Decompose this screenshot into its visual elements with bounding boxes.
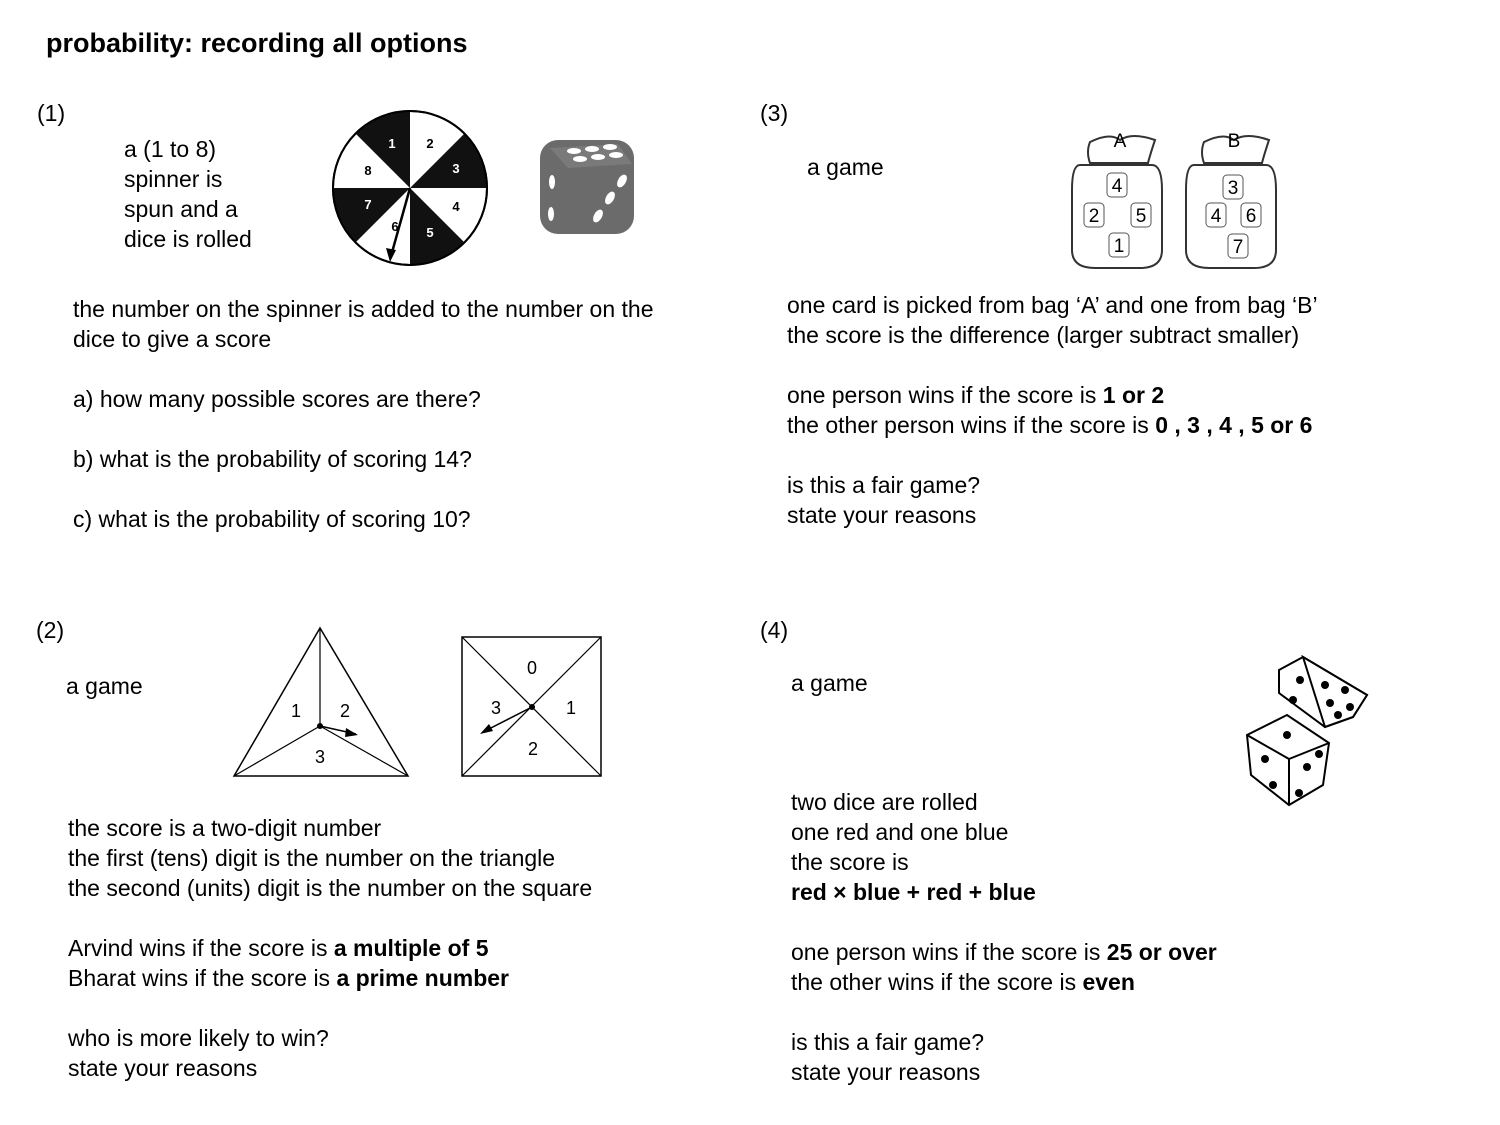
q1-body (73, 294, 654, 354)
dice-icon (538, 138, 636, 236)
triangle-label: 2 (339, 701, 351, 721)
q4-body (791, 787, 1036, 907)
q4-body-line: the score is (791, 849, 909, 875)
q4-body-line: two dice are rolled (791, 789, 978, 815)
q1-part-b: b) what is the probability of scoring 14? (73, 446, 472, 472)
q4-question (791, 1027, 984, 1087)
square-label: 1 (565, 698, 577, 718)
q4-win-rule-1: one person wins if the score is 25 or over (791, 939, 1217, 965)
arvind-rule: Arvind wins if the score is a multiple of 5 (68, 935, 489, 961)
spinner-label: 5 (426, 225, 434, 240)
bag-b-label: B (1227, 131, 1241, 152)
q1-intro-line: dice is rolled (124, 226, 252, 252)
bag-b-card: 4 (1210, 206, 1222, 227)
q1-body-line: the number on the spinner is added to the number on the (73, 296, 654, 322)
q4-rules (791, 937, 1217, 997)
q2-body-line: the first (tens) digit is the number on the triangle (68, 845, 556, 871)
q3-question-line: is this a fair game? (787, 472, 981, 498)
q3-win-rule-1: one person wins if the score is 1 or 2 (787, 382, 1165, 408)
q1-body-line: dice to give a score (73, 326, 272, 352)
q3-question (787, 470, 980, 530)
q2-question (68, 1023, 329, 1083)
q2-rules (68, 933, 509, 993)
bag-a-card: 2 (1088, 206, 1100, 227)
two-dice-icon (1245, 655, 1370, 810)
q3-body-line: the score is the difference (larger subtract smaller) (787, 322, 1300, 348)
page-title: probability: recording all options (46, 28, 468, 58)
q1-intro-line: spun and a (124, 196, 238, 222)
q3-question-line: state your reasons (787, 502, 977, 528)
q1-intro-line: a (1 to 8) (124, 136, 217, 162)
bag-b-card: 6 (1245, 206, 1257, 227)
q3-intro: a game (807, 154, 884, 180)
q2-question-line: who is more likely to win? (68, 1025, 329, 1051)
q1-part-a: a) how many possible scores are there? (73, 386, 481, 412)
q3-number: (3) (760, 100, 789, 126)
q3-body (787, 290, 1318, 350)
spinner (330, 110, 490, 270)
triangle-label: 3 (314, 747, 326, 767)
q2-body (68, 813, 592, 903)
square-label: 2 (527, 739, 539, 759)
triangle-label: 1 (290, 701, 302, 721)
spinner-label: 6 (391, 219, 399, 234)
bag-b-card: 7 (1232, 237, 1244, 258)
q4-question-line: is this a fair game? (791, 1029, 985, 1055)
q1-intro (124, 134, 252, 254)
q3-body-line: one card is picked from bag ‘A’ and one from bag ‘B’ (787, 292, 1318, 318)
spinner-label: 8 (364, 163, 372, 178)
q2-body-line: the second (units) digit is the number on the square (68, 875, 593, 901)
square-label: 3 (490, 698, 502, 718)
q1-intro-line: spinner is (124, 166, 223, 192)
bharat-rule: Bharat wins if the score is a prime number (68, 965, 509, 991)
bag-a-card: 4 (1111, 176, 1123, 197)
bags (1070, 130, 1290, 275)
square-label: 0 (526, 658, 538, 678)
spinner-label: 3 (452, 161, 460, 176)
q2-number: (2) (36, 617, 65, 643)
q4-win-rule-2: the other wins if the score is even (791, 969, 1135, 995)
q4-question-line: state your reasons (791, 1059, 981, 1085)
q4-formula: red × blue + red + blue (791, 879, 1036, 905)
bag-b-card: 3 (1227, 178, 1239, 199)
q1-number: (1) (37, 100, 66, 126)
q4-intro: a game (791, 670, 868, 696)
q3-rules (787, 380, 1312, 440)
bag-a-card: 5 (1135, 206, 1147, 227)
spinner-label: 1 (388, 136, 396, 151)
bag-a-label: A (1113, 131, 1127, 152)
square-spinner (461, 636, 603, 778)
q2-intro: a game (66, 673, 143, 699)
spinner-label: 4 (452, 199, 460, 214)
bag-a-card: 1 (1113, 236, 1125, 257)
q4-number: (4) (760, 617, 789, 643)
triangle-spinner (232, 626, 412, 781)
spinner-label: 2 (426, 136, 434, 151)
spinner-label: 7 (364, 197, 372, 212)
q4-body-line: one red and one blue (791, 819, 1009, 845)
q2-body-line: the score is a two-digit number (68, 815, 382, 841)
q1-part-c: c) what is the probability of scoring 10? (73, 506, 471, 532)
q3-win-rule-2: the other person wins if the score is 0 , 3 , 4 , 5 or 6 (787, 412, 1313, 438)
q2-question-line: state your reasons (68, 1055, 258, 1081)
